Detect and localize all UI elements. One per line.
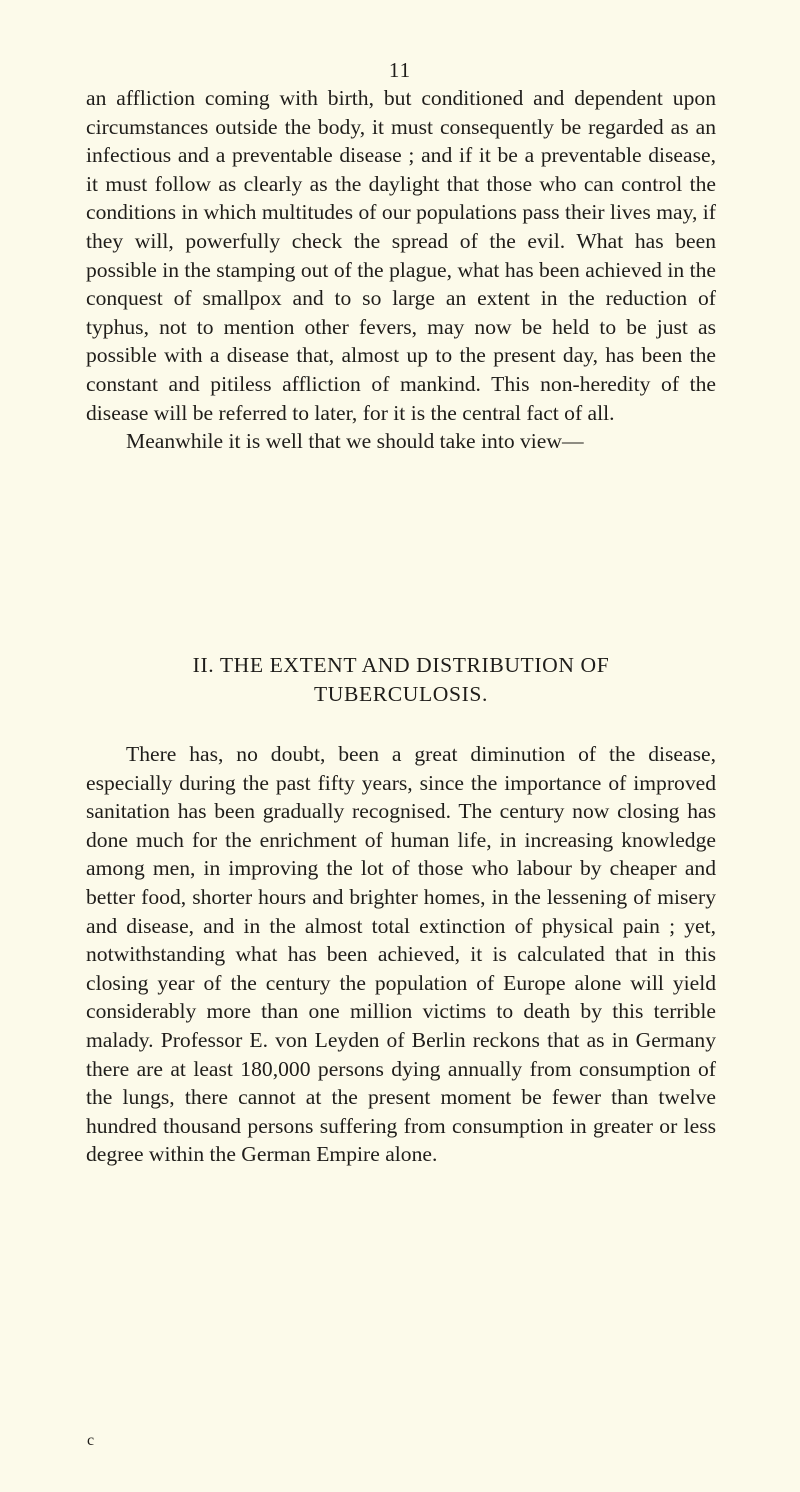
section-heading-line-2: TUBERCULOSIS. [314,682,488,706]
section-heading [86,651,716,709]
section-paragraph: There has, no doubt, been a great diminution of the disease, especially during the past fifty years, since the importance of improved sanitation has been gradually recognised. The century now closing has done much for the enrichment of human life, in increasing knowledge among men, in improving the lot of those who labour by cheaper and better food, shorter hours and brighter homes, in the lessening of misery and disease, and in the almost total extinction of physical pain ; yet, notwithstanding what has been achieved, it is calculated that in this closing year of the century the population of Europe alone will yield considerably more than one million victims to death by this terrible malady. Professor E. von Leyden of Berlin reckons that as in Germany there are at least 180,000 persons dying annually from consumption of the lungs, there cannot at the present moment be fewer than twelve hundred thousand persons suffering from consumption in greater or less degree within the German Empire alone. [86,742,716,1167]
section-text-block [86,740,716,1169]
opening-text-block [86,84,716,456]
opening-paragraph: an affliction coming with birth, but conditioned and dependent upon circumstances outside the body, it must consequently be regarded as an infectious and a preventable disease ; and if it be a preventable disease, it must follow as clearly as the daylight that those who can control the conditions in which multitudes of our populations pass their lives may, if they will, powerfully check the spread of the evil. What has been possible in the stamping out of the plague, what has been achieved in the conquest of smallpox and to so large an extent in the reduction of typhus, not to mention other fevers, may now be held to be just as possible with a disease that, almost up to the present day, has been the constant and pitiless affliction of mankind. This non-heredity of the disease will be referred to later, for it is the central fact of all. [86,86,716,425]
page-number: 11 [388,58,412,82]
signature-mark: c [87,1432,95,1449]
meanwhile-paragraph: Meanwhile it is well that we should take into view— [126,429,584,454]
section-heading-line-1: II. THE EXTENT AND DISTRIBUTION OF [192,653,610,677]
